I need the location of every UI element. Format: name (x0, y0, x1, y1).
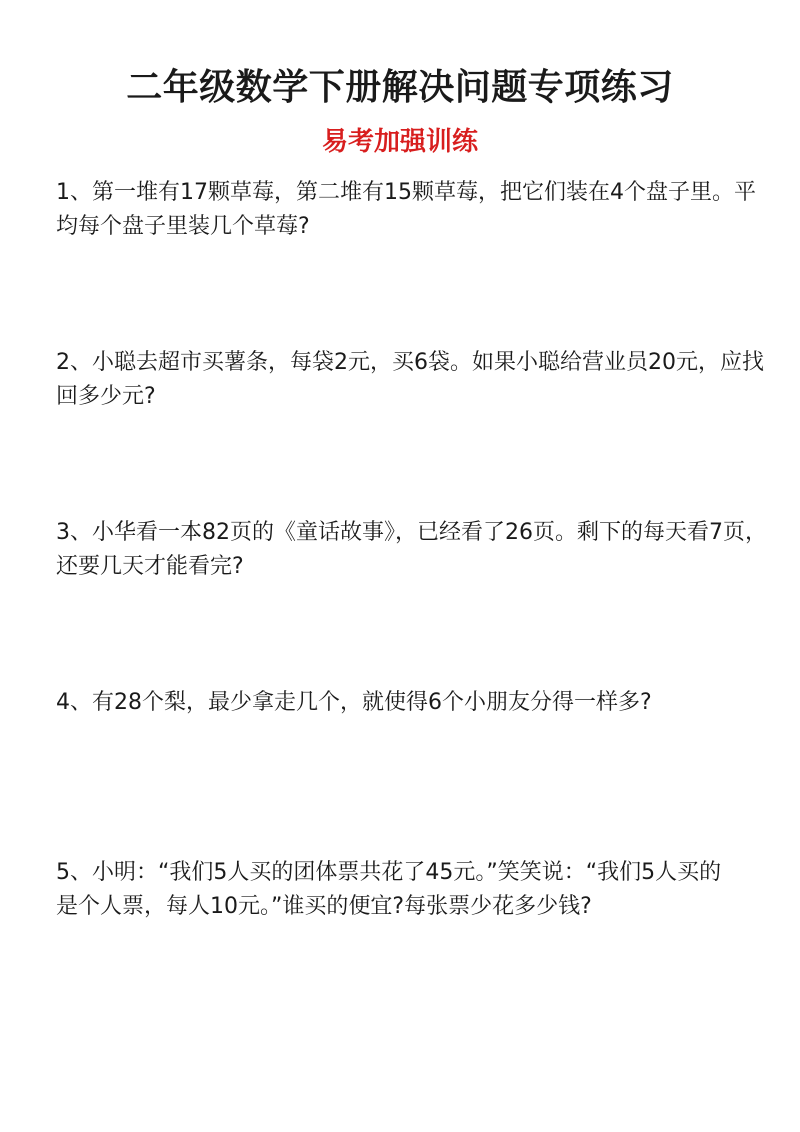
problem-1: 1、第一堆有17颗草莓，第二堆有15颗草莓，把它们装在4个盘子里。平均每个盘子里装几个草莓? (56, 180, 756, 239)
problem-2: 2、小聪去超市买薯条，每袋2元，买6袋。如果小聪给营业员20元，应找回多少元? (56, 350, 764, 409)
problem-3: 3、小华看一本82页的《童话故事》，已经看了26页。剩下的每天看7页，还要几天才能看完? (56, 520, 767, 579)
problem-5: 5、小明：“我们5人买的团体票共花了45元。”笑笑说：“我们5人买的是个人票，每人10元。”谁买的便宜?每张票少花多少钱? (56, 860, 722, 919)
worksheet-title: 二年级数学下册解决问题专项练习 (126, 67, 674, 108)
worksheet-subtitle: 易考加强训练 (321, 127, 478, 157)
problem-4: 4、有28个梨，最少拿走几个，就使得6个小朋友分得一样多? (56, 690, 652, 715)
